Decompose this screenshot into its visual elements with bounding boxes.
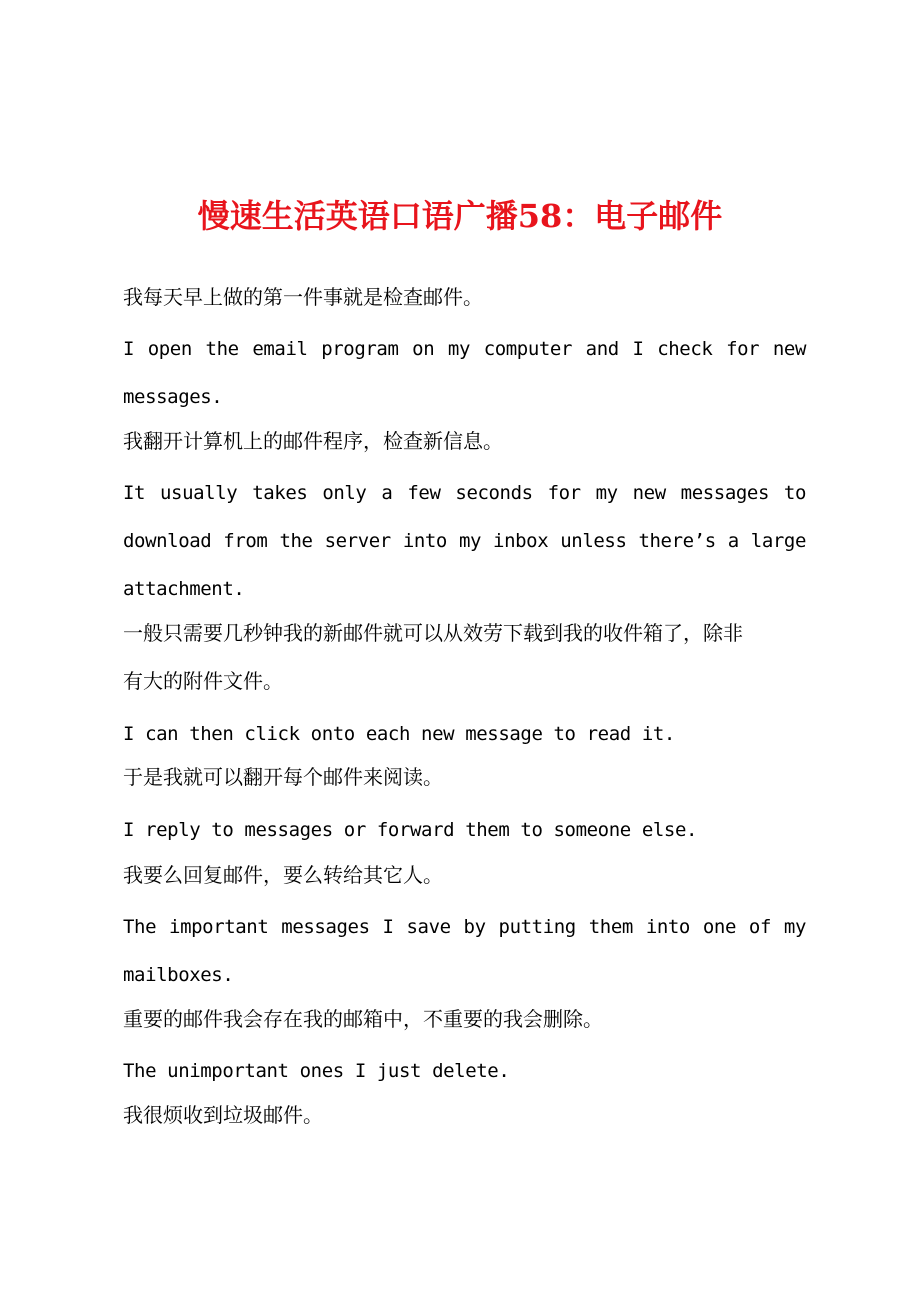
- text-line-en: I can then click onto each new message to read it.: [123, 723, 675, 745]
- text-line-zh: 重要的邮件我会存在我的邮箱中，不重要的我会删除。: [123, 1007, 603, 1031]
- text-line-en: mailboxes.: [123, 964, 234, 986]
- text-line-en: It usually takes only a few seconds for my new messages to: [123, 482, 806, 504]
- text-line-zh: 于是我就可以翻开每个邮件来阅读。: [123, 765, 443, 789]
- text-line-zh: 我翻开计算机上的邮件程序，检查新信息。: [123, 429, 503, 453]
- text-line-en: attachment.: [123, 578, 245, 600]
- text-line-zh: 我很烦收到垃圾邮件。: [123, 1103, 323, 1127]
- text-line-zh: 我要么回复邮件，要么转给其它人。: [123, 863, 443, 887]
- text-line-en: download from the server into my inbox unless there’s a large: [123, 530, 806, 552]
- text-line-zh: 有大的附件文件。: [123, 669, 283, 693]
- text-line-zh: 我每天早上做的第一件事就是检查邮件。: [123, 285, 483, 309]
- text-line-zh: 一般只需要几秒钟我的新邮件就可以从效劳下载到我的收件箱了，除非: [123, 621, 743, 645]
- document-title: 慢速生活英语口语广播58：电子邮件: [197, 197, 723, 235]
- text-line-en: I open the email program on my computer and I check for new: [123, 338, 806, 360]
- text-line-en: messages.: [123, 386, 223, 408]
- text-line-en: I reply to messages or forward them to someone else.: [123, 819, 698, 841]
- text-line-en: The unimportant ones I just delete.: [123, 1060, 510, 1082]
- text-line-en: The important messages I save by putting them into one of my: [123, 916, 806, 938]
